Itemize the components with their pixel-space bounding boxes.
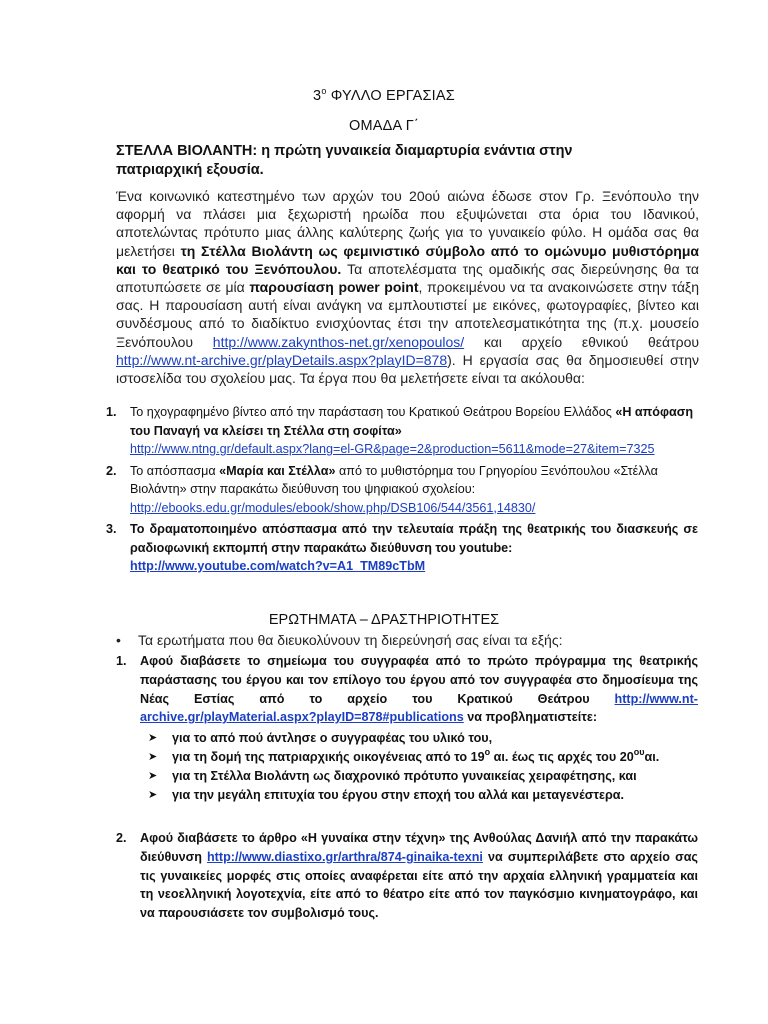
intro-paragraph: Ένα κοινωνικό κατεστημένο των αρχών του 20ού αιώνα έδωσε στον Γρ. Ξενόπουλο την αφορμή να πλάσει μια ξεχωριστή ηρωίδα που εξυψώνεται στα όρια του Ιδανικού, αποτελώντας πρότυπο μιας άλλης καλύτερης ζωής για το γυναικείο φύλο. Η ομάδα σας θα μελετήσει τη Στέλλα Βιολάντη ως φεμινιστικό σύμβολο από το ομώνυμο μυθιστόρημα και το θεατρικό του Ξενόπουλου. Τα αποτελέσματα της ομαδικής σας διερεύνησης θα τα αποτυπώσετε σε μία παρουσίαση power point, προκειμένου να τα ανακοινώσετε στην τάξη σας. Η παρουσίαση αυτή είναι ανάγκη να εμπλουτιστεί με εικόνες, φωτογραφίες, βίντεο και συνδέσμους από το διαδίκτυο ενισχύοντας έτσι την αποτελεσματικότητα της (π.χ. μουσείο Ξενόπουλου http://www.zakynthos-net.gr/xenopoulos/ και αρχείο εθνικού θεάτρου http://www.nt-archive.gr/playDetails.aspx?playID=878). Η εργασία σας θα δημοσιευθεί στην ιστοσελίδα του σχολείου μας. Τα έργα που θα μελετήσετε είναι τα ακόλουθα: (116, 188, 700, 387)
link-youtube-excerpt[interactable]: http://www.youtube.com/watch?v=A1_TM89cTbM (130, 559, 426, 573)
works-list (106, 403, 698, 576)
topic-heading: ΣΤΕΛΛΑ ΒΙΟΛΑΝΤΗ: η πρώτη γυναικεία διαμαρτυρία ενάντια στην πατριαρχική εξουσία. (116, 143, 573, 178)
link-nt-archive-play[interactable]: http://www.nt-archive.gr/playDetails.aspx?playID=878 (116, 351, 448, 368)
list-item: ➤ για το από πού άντλησε ο συγγραφέας του υλικό του, (116, 729, 698, 748)
link-ebooks-excerpt[interactable]: http://ebooks.edu.gr/modules/ebook/show.php/DSB106/544/3561,14830/ (130, 500, 536, 515)
link-nt-archive-material[interactable]: http://www.nt-archive.gr/playMaterial.aspx?playID=878#publications (140, 691, 698, 725)
arrow-bullet-icon: ➤ (148, 788, 158, 801)
group-title: ΟΜΑΔΑ Γ΄ (348, 118, 420, 134)
list-item: ➤ για την μεγάλη επιτυχία του έργου στην εποχή του αλλά και μεταγενέστερα. (116, 786, 698, 805)
link-xenopoulos-museum[interactable]: http://www.zakynthos-net.gr/xenopoulos/ (212, 333, 465, 350)
list-item: 2. Το απόσπασμα «Μαρία και Στέλλα» από το μυθιστόρημα του Γρηγορίου Ξενόπουλου «Στέλλα Βιολάντη» στην παρακάτω διεύθυνση του ψηφιακού σχολείου: http://ebooks.edu.gr/modules/ebook/show.php/DSB106/544/3561,14830/ (106, 463, 658, 515)
list-item: 3. Το δραματοποιημένο απόσπασμα από την τελευταία πράξη της θεατρικής του διασκευής σε ραδιοφωνική εκπομπή στην παρακάτω διεύθυνση του youtube: http://www.youtube.com/watch?v=A1_TM89cTbM (106, 522, 698, 573)
arrow-bullet-icon: ➤ (148, 732, 158, 745)
questions-intro-bullet: • Τα ερωτήματα που θα διευκολύνουν τη διερεύνησή σας είναι τα εξής: (116, 632, 563, 648)
worksheet-title: $3^o$ ΦΥΛΛΟ ΕΡΓΑΣΙΑΣ (313, 86, 455, 104)
list-item: 1. Το ηχογραφημένο βίντεο από την παράσταση του Κρατικού Θεάτρου Βορείου Ελλάδος «Η απόφαση του Παναγή να κλείσει τη Στέλλα στη σοφίτα» http://www.ntng.gr/default.aspx?lang=el-GR&page=2&production=5611&mode=27&item=7325 (106, 405, 694, 456)
list-item: ➤ για τη Στέλλα Βιολάντη ως διαχρονικό πρότυπο γυναικείας χειραφέτησης, και (116, 767, 698, 786)
questions-section-title: ΕΡΩΤΗΜΑΤΑ – ΔΡΑΣΤΗΡΙΟΤΗΤΕΣ (268, 612, 500, 628)
bullet-icon: • (116, 632, 121, 648)
link-diastixo-article[interactable]: http://www.diastixo.gr/arthra/874-ginaika-texni (206, 849, 483, 864)
question-1-subitems (116, 729, 698, 804)
list-item: ➤ για τη δομή της πατριαρχικής οικογένειας από το $19^o$ αι. έως τις αρχές του $20^{o\upsilon}\alpha\iota$. (116, 748, 698, 767)
question-1: 1. Αφού διαβάσετε το σημείωμα του συγγραφέα από το πρώτο πρόγραμμα της θεατρικής παράστασης του έργου και τον επίλογο του έργου από τον συγγραφέα στο δημοσίευμα της Νέας Εστίας από το αρχείο του Κρατικού Θεάτρου http://www.nt-archive.gr/playMaterial.aspx?playID=878#publications να προβληματιστείτε: ➤ για το από πού άντλησε ο συγγραφέας του υλικό του, ➤ για τη δομή της πατριαρχικής οικογένειας από το $19^o$ αι. έως τις αρχές του $20^{o\upsilon}\alpha\iota$. ➤ για τη Στέλλα Βιολάντη ως διαχρονικό πρότυπο γυναικείας χειραφέτησης, και ➤ για την μεγάλη επιτυχία του έργου στην εποχή του αλλά και μεταγενέστερα. (140, 652, 698, 804)
question-2: 2. Αφού διαβάσετε το άρθρο «Η γυναίκα στην τέχνη» της Ανθούλας Δανιήλ από την παρακάτω διεύθυνση http://www.diastixo.gr/arthra/874-ginaika-texni να συμπεριλάβετε στο αρχείο σας τις γυναικείες μορφές στις οποίες αναφέρεται είτε από την αρχαία ελληνική γραμματεία και τη νεοελληνική λογοτεχνία, είτε από το θέατρο είτε από τον παγκόσμιο κινηματογράφο, και να παρουσιάσετε τον συμβολισμό τους. (116, 831, 698, 921)
arrow-bullet-icon: ➤ (148, 750, 158, 763)
link-ntng-video[interactable]: http://www.ntng.gr/default.aspx?lang=el-GR&page=2&production=5611&mode=27&item=7325 (130, 442, 655, 456)
arrow-bullet-icon: ➤ (148, 769, 158, 782)
